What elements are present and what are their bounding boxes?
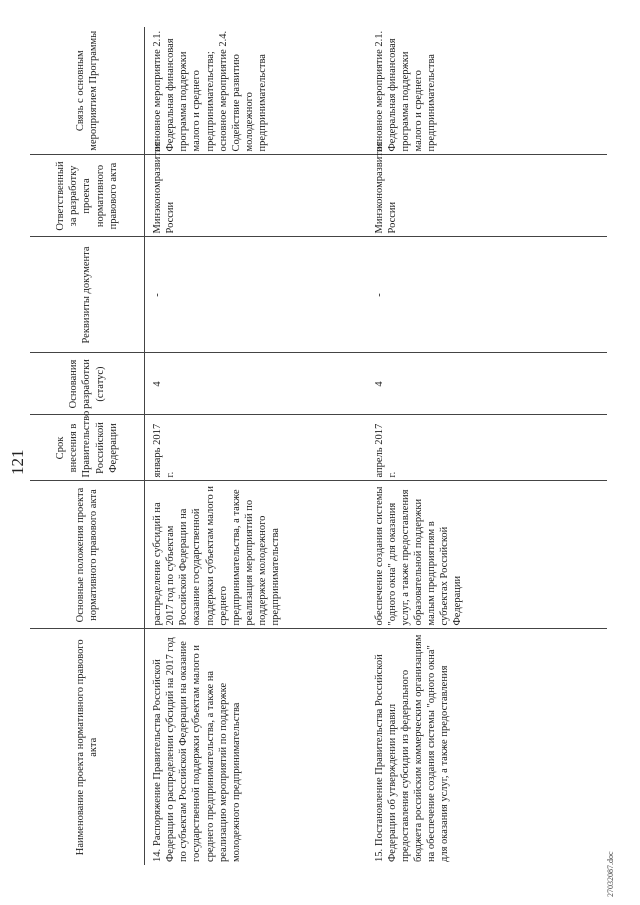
row-number: 14. — [152, 848, 163, 862]
header-responsible: Ответственный за разработку проекта нормативного правового акта — [30, 155, 145, 237]
provisions-cell: обеспечение создания системы "одного окна" для оказания услуг, а также предоставления образовательной поддержки малым предприятиям в субъектах Российской Федерации — [367, 481, 607, 629]
header-program-link: Связь с основным мероприятием Программы — [30, 27, 145, 155]
act-name: Распоряжение Правительства Российской Федерации о распределении субсидий на 2017 год по субъектам Российской Федерации на оказание государственной поддержки субъектам малого и среднего предпринимательства, а также на реализацию мероприятий по поддержке молодежного предпринимательства — [152, 637, 242, 862]
file-name-footer: 27032087.doc — [606, 851, 615, 897]
requisites-cell: - — [145, 237, 367, 353]
responsible-cell: Минэкономразвития России — [145, 155, 367, 237]
table-row — [145, 27, 367, 865]
program-link-cell: основное мероприятие 2.1. Федеральная финансовая программа поддержки малого и среднего предпринимательства; основное мероприятие 2.4. Содействие развитию молодежного предпринимательства — [145, 27, 367, 155]
row-number: 15. — [373, 848, 385, 862]
header-deadline: Срок внесения в Правительство Российской Федерации — [30, 415, 145, 481]
page-number: 121 — [8, 449, 27, 475]
legal-acts-table — [30, 27, 607, 865]
header-status: Основания разработки (статус) — [30, 353, 145, 415]
responsible-cell: Минэкономразвития России — [367, 155, 607, 237]
header-requisites: Реквизиты документа — [30, 237, 145, 353]
header-act-name: Наименование проекта нормативного правового акта — [30, 629, 145, 865]
program-link-cell: основное мероприятие 2.1. Федеральная финансовая программа поддержки малого и среднего предпринимательства — [367, 27, 607, 155]
provisions-cell: распределение субсидий на 2017 год по субъектам Российской Федерации на оказание государственной поддержки субъектам малого и среднего предпринимательства, а также реализация мероприятий по поддержке молодежного предпринимательства — [145, 481, 367, 629]
requisites-cell: - — [367, 237, 607, 353]
deadline-cell: апрель 2017 г. — [367, 415, 607, 481]
status-cell: 4 — [367, 353, 607, 415]
act-name-cell — [367, 629, 607, 865]
table-header-row — [30, 27, 145, 865]
deadline-cell: январь 2017 г. — [145, 415, 367, 481]
header-provisions: Основные положения проекта нормативного правового акта — [30, 481, 145, 629]
act-name: Постановление Правительства Российской Федерации об утверждении правил предоставления субсидии из федерального бюджета российским коммерческим организациям на обеспечение создания системы "одного окна" для оказания услуг, а также предоставления — [373, 634, 451, 862]
status-cell: 4 — [145, 353, 367, 415]
table-row — [367, 27, 607, 865]
act-name-cell — [145, 629, 367, 865]
